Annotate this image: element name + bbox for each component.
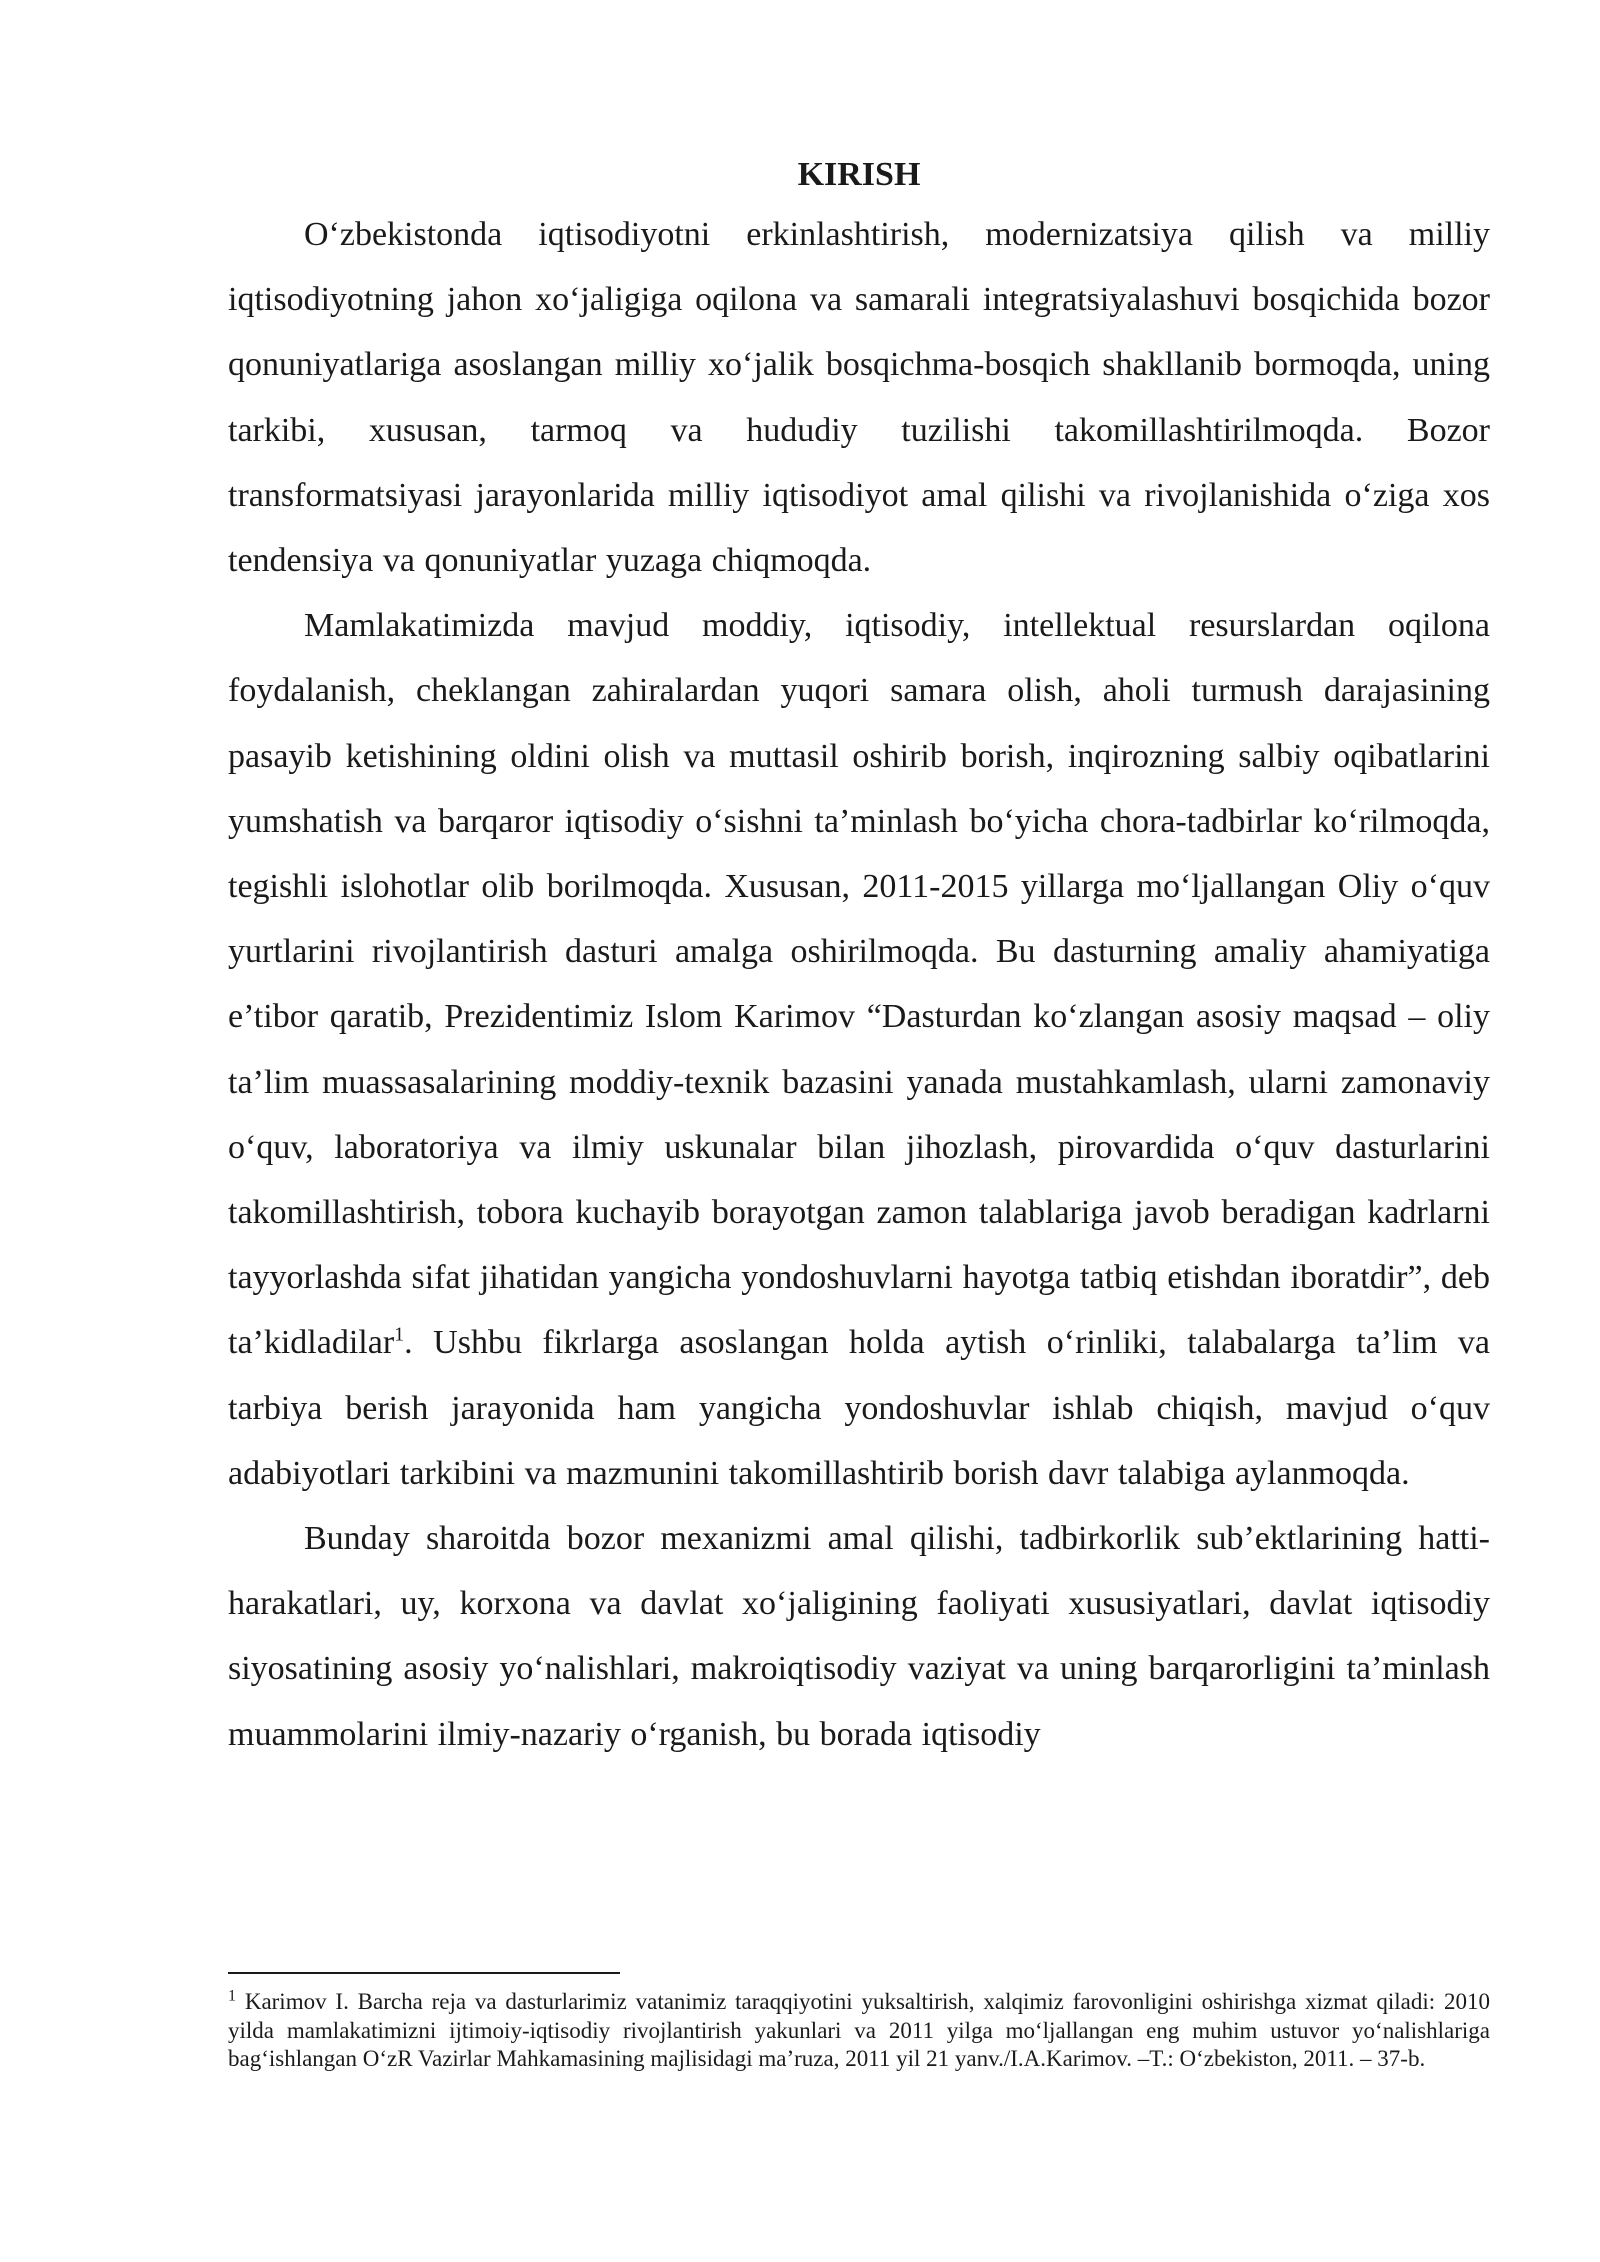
footnote-number: 1	[228, 1987, 236, 2005]
footnote-separator	[228, 1972, 620, 1974]
page-title: KIRISH	[797, 156, 921, 193]
footnote-reference[interactable]: 1	[394, 1324, 405, 1347]
paragraph-1: O‘zbekistonda iqtisodiyotni erkinlashtirish, modernizatsiya qilish va milliy iqtisodiyotning jahon xo‘jaligiga oqilona va samarali integratsiyalashuvi bosqichida bozor qonuniyatlariga asoslangan milliy xo‘jalik bosqichma-bosqich shakllanib bormoqda, uning tarkibi, xususan, tarmoq va hududiy tuzilishi takomillashtirilmoqda. Bozor transformatsiyasi jarayonlarida milliy iqtisodiyot amal qilishi va rivojlanishida o‘ziga xos tendensiya va qonuniyatlar yuzaga chiqmoqda.	[228, 216, 1490, 580]
paragraph-2-text: Mamlakatimizda mavjud moddiy, iqtisodiy, intellektual resurslardan oqilona foydalanish, cheklangan zahiralardan yuqori samara olish, aholi turmush darajasining pasayib ketishining oldini olish va muttasil oshirib borish, inqirozning salbiy oqibatlarini yumshatish va barqaror iqtisodiy o‘sishni ta’minlash bo‘yicha chora-tadbirlar ko‘rilmoqda, tegishli islohotlar olib borilmoqda. Xususan, 2011-2015 yillarga mo‘ljallangan Oliy o‘quv yurtlarini rivojlantirish dasturi amalga oshirilmoqda. Bu dasturning amaliy ahamiyatiga e’tibor qaratib, Prezidentimiz Islom Karimov “Dasturdan ko‘zlangan asosiy maqsad – oliy ta’lim muassasalarining moddiy-texnik bazasini yanada mustahkamlash, ularni zamonaviy o‘quv, laboratoriya va ilmiy uskunalar bilan jihozlash, pirovardida o‘quv dasturlarini takomillashtirish, tobora kuchayib borayotgan zamon talablariga javob beradigan kadrlarni tayyorlashda sifat jihatidan yangicha yondoshuvlarni hayotga tatbiq etishdan iboratdir”, deb ta’kidladilar	[228, 607, 1490, 1362]
paragraph-3: Bunday sharoitda bozor mexanizmi amal qilishi, tadbirkorlik sub’ektlarining hatti-harakatlari, uy, korxona va davlat xo‘jaligining faoliyati xususiyatlari, davlat iqtisodiy siyosatining asosiy yo‘nalishlari, makroiqtisodiy vaziyat va uning barqarorligini ta’minlash muammolarini ilmiy-nazariy o‘rganish, bu borada iqtisodiy	[228, 1520, 1490, 1753]
document-page	[228, 150, 1490, 1767]
paragraph-2	[228, 593, 1490, 1506]
footnote-text: Karimov I. Barcha reja va dasturlarimiz vatanimiz taraqqiyotini yuksaltirish, xalqimiz farovonligini oshirishga xizmat qiladi: 2010 yilda mamlakatimizni ijtimoiy-iqtisodiy rivojlantirish yakunlari va 2011 yilga mo‘ljallangan eng muhim ustuvor yo‘nalishlariga bag‘ishlangan O‘zR Vazirlar Mahkamasining majlisidagi ma’ruza, 2011 yil 21 yanv./I.A.Karimov. –T.: O‘zbekiston, 2011. – 37-b.	[228, 1989, 1490, 2071]
paragraph-2-text-continued: . Ushbu fikrlarga asoslangan holda aytish o‘rinliki, talabalarga ta’lim va tarbiya berish jarayonida ham yangicha yondoshuvlar ishlab chiqish, mavjud o‘quv adabiyotlari tarkibini va mazmunini takomillashtirib borish davr talabiga aylanmoqda.	[228, 1324, 1490, 1492]
footnote	[228, 1988, 1490, 2074]
